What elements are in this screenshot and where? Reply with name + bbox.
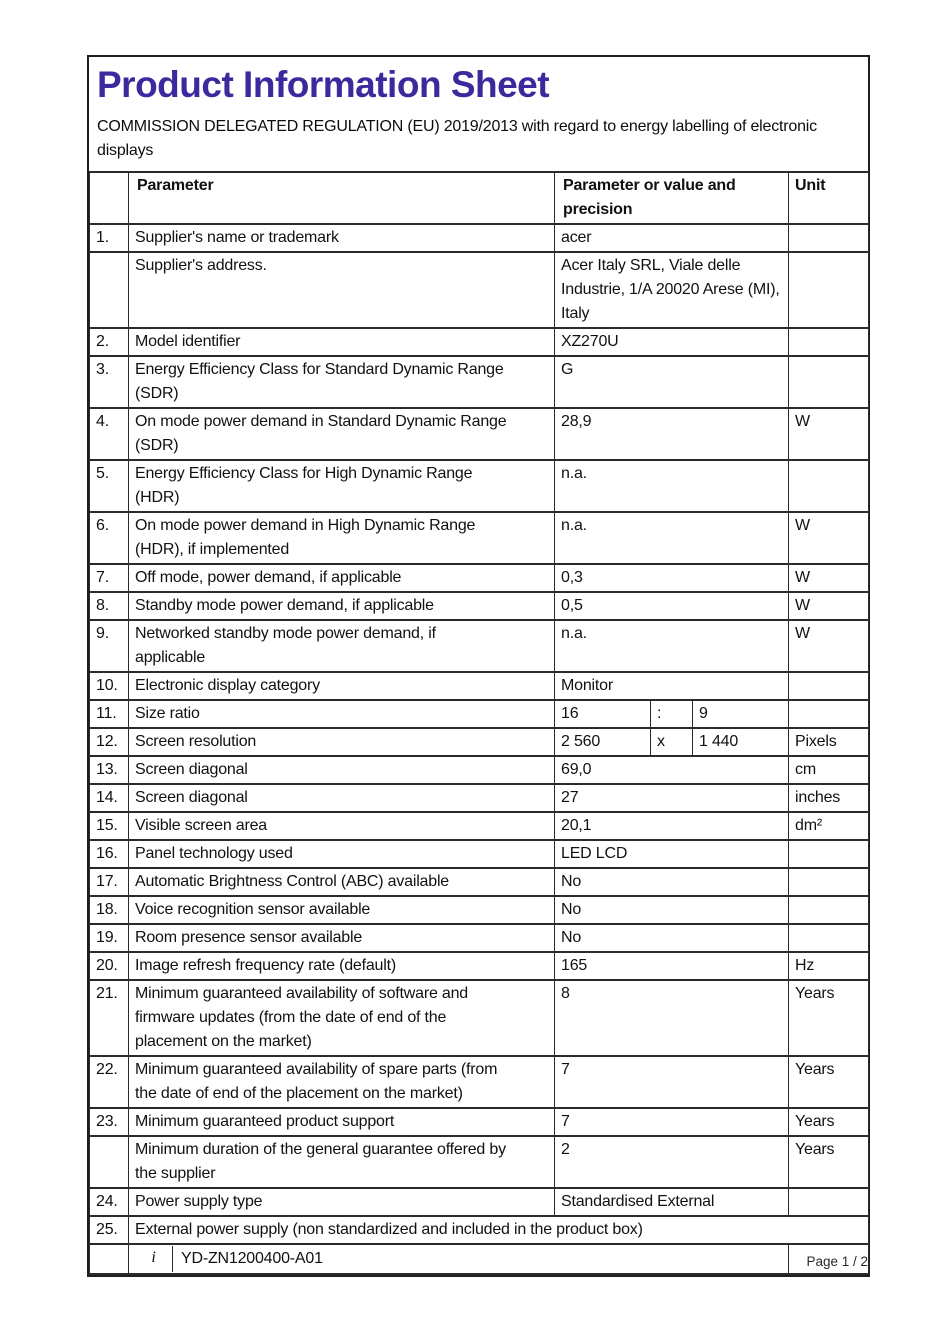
parameter-cell: Energy Efficiency Class for Standard Dynamic Range (SDR): [129, 356, 555, 408]
table-row: [90, 756, 869, 784]
row-number-cell: 16.: [90, 840, 129, 868]
parameter-cell: Screen diagonal: [129, 756, 555, 784]
table-row: [90, 952, 869, 980]
row-number-cell: 25.: [90, 1216, 129, 1244]
unit-cell: Pixels: [789, 728, 869, 756]
row-number-cell: 21.: [90, 980, 129, 1056]
parameter-cell: Energy Efficiency Class for High Dynamic Range (HDR): [129, 460, 555, 512]
value-cell: 28,9: [555, 408, 789, 460]
table-row: [90, 252, 869, 328]
row-number-cell: 14.: [90, 784, 129, 812]
value-cell: No: [555, 868, 789, 896]
value-subcell: 2 560: [555, 728, 651, 756]
unit-cell: inches: [789, 784, 869, 812]
value-cell: 7: [555, 1056, 789, 1108]
value-cell: 27: [555, 784, 789, 812]
unit-cell: cm: [789, 756, 869, 784]
regulation-subtitle: COMMISSION DELEGATED REGULATION (EU) 2019/2013 with regard to energy labelling of electronic displays: [97, 118, 817, 159]
row-number-cell: 13.: [90, 756, 129, 784]
row-number-cell: 12.: [90, 728, 129, 756]
row-number-cell: 8.: [90, 592, 129, 620]
unit-cell: W: [789, 592, 869, 620]
table-row: [90, 784, 869, 812]
value-cell: YD-ZN1200400-A01: [181, 1250, 323, 1267]
value-subcell: :: [651, 700, 693, 728]
parameter-cell: Off mode, power demand, if applicable: [129, 564, 555, 592]
parameter-cell: External power supply (non standardized and included in the product box): [129, 1216, 869, 1244]
parameter-cell: Supplier's name or trademark: [129, 224, 555, 252]
header-unit: Unit: [789, 172, 869, 224]
sub-item-index: i: [135, 1246, 173, 1272]
unit-cell: [789, 224, 869, 252]
unit-cell: W: [789, 408, 869, 460]
unit-cell: [789, 840, 869, 868]
row-number-cell: 10.: [90, 672, 129, 700]
value-cell: Standardised External: [555, 1188, 789, 1216]
row-number-cell: 23.: [90, 1108, 129, 1136]
value-subcell: 1 440: [693, 728, 789, 756]
unit-cell: W: [789, 512, 869, 564]
row-number-cell: [90, 1136, 129, 1188]
table-row: [90, 840, 869, 868]
header-parameter: Parameter: [129, 172, 555, 224]
unit-cell: [789, 868, 869, 896]
row-number-cell: 15.: [90, 812, 129, 840]
value-subcell: x: [651, 728, 693, 756]
unit-cell: [789, 356, 869, 408]
row-number-cell: 1.: [90, 224, 129, 252]
value-cell: Monitor: [555, 672, 789, 700]
value-cell: 2: [555, 1136, 789, 1188]
row-number-cell: 7.: [90, 564, 129, 592]
unit-cell: Years: [789, 1108, 869, 1136]
value-cell: 0,5: [555, 592, 789, 620]
page-title: Product Information Sheet: [97, 64, 550, 105]
parameter-cell: Screen diagonal: [129, 784, 555, 812]
value-cell: XZ270U: [555, 328, 789, 356]
unit-cell: [789, 672, 869, 700]
row-number-cell: 5.: [90, 460, 129, 512]
product-information-sheet: [87, 55, 870, 1277]
value-cell: 0,3: [555, 564, 789, 592]
page-number: Page 1 / 2: [806, 1254, 868, 1269]
table-row: [90, 224, 869, 252]
row-number-cell: 20.: [90, 952, 129, 980]
table-row: [90, 460, 869, 512]
table-row: [90, 620, 869, 672]
table-body: [90, 224, 869, 1274]
parameter-cell: Minimum guaranteed product support: [129, 1108, 555, 1136]
value-cell: 7: [555, 1108, 789, 1136]
table-row: [90, 408, 869, 460]
parameter-cell: Model identifier: [129, 328, 555, 356]
value-cell: 8: [555, 980, 789, 1056]
unit-cell: [789, 460, 869, 512]
title-block: [89, 57, 868, 171]
value-cell: 165: [555, 952, 789, 980]
unit-cell: dm²: [789, 812, 869, 840]
unit-cell: Years: [789, 1136, 869, 1188]
parameter-cell: Visible screen area: [129, 812, 555, 840]
header-value: Parameter or value and precision: [555, 172, 789, 224]
table-row: [90, 592, 869, 620]
unit-cell: Years: [789, 980, 869, 1056]
value-cell: 20,1: [555, 812, 789, 840]
table-row: [90, 672, 869, 700]
parameter-cell: Room presence sensor available: [129, 924, 555, 952]
parameter-cell: Size ratio: [129, 700, 555, 728]
unit-cell: Hz: [789, 952, 869, 980]
table-row: [90, 328, 869, 356]
value-cell: 69,0: [555, 756, 789, 784]
parameter-cell: Minimum guaranteed availability of software and firmware updates (from the date of end of the placement on the market): [129, 980, 555, 1056]
value-cell: acer: [555, 224, 789, 252]
table-row: [90, 980, 869, 1056]
row-number-cell: 9.: [90, 620, 129, 672]
table-row: [90, 868, 869, 896]
value-subcell: 16: [555, 700, 651, 728]
table-row: [90, 356, 869, 408]
unit-cell: [789, 328, 869, 356]
row-number-cell: [90, 252, 129, 328]
unit-cell: [789, 1188, 869, 1216]
unit-cell: [789, 700, 869, 728]
row-number-cell: 4.: [90, 408, 129, 460]
unit-cell: Years: [789, 1056, 869, 1108]
value-cell: No: [555, 896, 789, 924]
row-number-cell: 6.: [90, 512, 129, 564]
parameter-cell: Voice recognition sensor available: [129, 896, 555, 924]
value-cell: G: [555, 356, 789, 408]
value-cell: No: [555, 924, 789, 952]
header-num-cell: [90, 172, 129, 224]
parameter-cell: On mode power demand in High Dynamic Range (HDR), if implemented: [129, 512, 555, 564]
value-cell: n.a.: [555, 620, 789, 672]
row-number-cell: 19.: [90, 924, 129, 952]
unit-cell: [789, 896, 869, 924]
table-row: [90, 1216, 869, 1244]
parameter-cell: Standby mode power demand, if applicable: [129, 592, 555, 620]
table-header-row: [90, 172, 869, 224]
parameter-cell: Electronic display category: [129, 672, 555, 700]
table-row: [90, 728, 869, 756]
row-number-cell: 11.: [90, 700, 129, 728]
parameter-cell: Screen resolution: [129, 728, 555, 756]
row-number-cell: 2.: [90, 328, 129, 356]
table-row: [90, 700, 869, 728]
parameter-table: [89, 171, 869, 1275]
row-number-cell: 24.: [90, 1188, 129, 1216]
table-row: [90, 1136, 869, 1188]
row-number-cell: 18.: [90, 896, 129, 924]
table-row: [90, 1188, 869, 1216]
unit-cell: W: [789, 564, 869, 592]
table-row: [90, 924, 869, 952]
parameter-cell: Networked standby mode power demand, if applicable: [129, 620, 555, 672]
table-row: [90, 812, 869, 840]
table-row: [90, 512, 869, 564]
parameter-cell: On mode power demand in Standard Dynamic Range (SDR): [129, 408, 555, 460]
value-cell: n.a.: [555, 512, 789, 564]
unit-cell: W: [789, 620, 869, 672]
value-cell: LED LCD: [555, 840, 789, 868]
row-number-cell: 22.: [90, 1056, 129, 1108]
parameter-cell: Supplier's address.: [129, 252, 555, 328]
parameter-cell: Minimum guaranteed availability of spare parts (from the date of end of the placement on the market): [129, 1056, 555, 1108]
parameter-cell: Minimum duration of the general guarantee offered by the supplier: [129, 1136, 555, 1188]
parameter-cell: Panel technology used: [129, 840, 555, 868]
parameter-cell: Power supply type: [129, 1188, 555, 1216]
parameter-cell: Image refresh frequency rate (default): [129, 952, 555, 980]
value-cell: n.a.: [555, 460, 789, 512]
value-subcell: 9: [693, 700, 789, 728]
unit-cell: [789, 924, 869, 952]
row-number-cell: 17.: [90, 868, 129, 896]
unit-cell: [789, 252, 869, 328]
row-number-cell: 3.: [90, 356, 129, 408]
value-cell: Acer Italy SRL, Viale delle Industrie, 1/A 20020 Arese (MI), Italy: [555, 252, 789, 328]
table-row: [90, 896, 869, 924]
table-row: [90, 564, 869, 592]
table-row: [90, 1056, 869, 1108]
parameter-cell: Automatic Brightness Control (ABC) available: [129, 868, 555, 896]
table-row: [90, 1108, 869, 1136]
